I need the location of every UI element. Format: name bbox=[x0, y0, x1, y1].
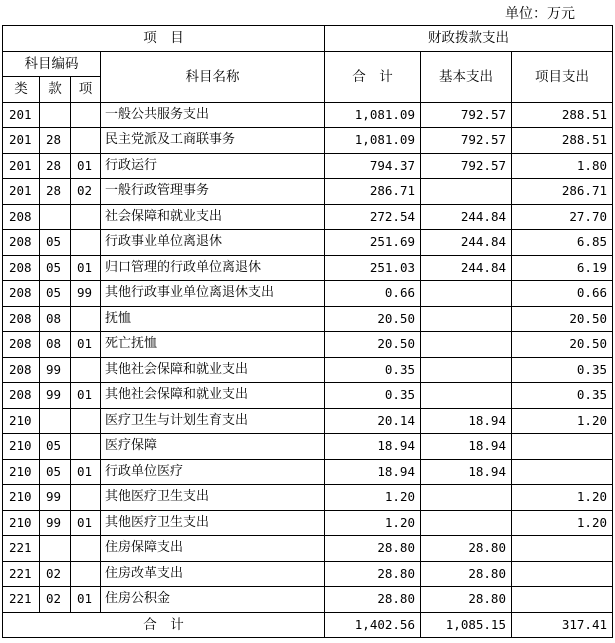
amount-total: 272.54 bbox=[325, 204, 421, 230]
table-row bbox=[3, 281, 613, 307]
code-xiang: 01 bbox=[71, 383, 101, 409]
table-row bbox=[3, 357, 613, 383]
subject-name: 社会保障和就业支出 bbox=[101, 204, 325, 230]
code-kuan bbox=[40, 536, 71, 562]
code-lei: 208 bbox=[3, 332, 40, 358]
code-lei: 221 bbox=[3, 561, 40, 587]
code-lei: 210 bbox=[3, 459, 40, 485]
code-lei: 210 bbox=[3, 408, 40, 434]
code-xiang: 01 bbox=[71, 332, 101, 358]
amount-total: 28.80 bbox=[325, 561, 421, 587]
amount-project: 6.19 bbox=[512, 255, 613, 281]
code-kuan: 99 bbox=[40, 485, 71, 511]
table-body bbox=[3, 102, 613, 612]
amount-project: 288.51 bbox=[512, 102, 613, 128]
code-xiang bbox=[71, 128, 101, 154]
table-row bbox=[3, 459, 613, 485]
amount-project bbox=[512, 587, 613, 613]
subject-name: 其他医疗卫生支出 bbox=[101, 485, 325, 511]
amount-basic: 244.84 bbox=[421, 204, 512, 230]
code-xiang: 02 bbox=[71, 179, 101, 205]
amount-basic: 18.94 bbox=[421, 408, 512, 434]
code-kuan: 28 bbox=[40, 153, 71, 179]
code-lei: 210 bbox=[3, 485, 40, 511]
code-xiang: 01 bbox=[71, 510, 101, 536]
amount-total: 251.03 bbox=[325, 255, 421, 281]
table-row bbox=[3, 102, 613, 128]
header-basic: 基本支出 bbox=[421, 51, 512, 102]
amount-project bbox=[512, 561, 613, 587]
table-row bbox=[3, 561, 613, 587]
amount-project bbox=[512, 434, 613, 460]
amount-basic: 18.94 bbox=[421, 459, 512, 485]
amount-basic: 792.57 bbox=[421, 102, 512, 128]
code-xiang: 01 bbox=[71, 587, 101, 613]
amount-project bbox=[512, 536, 613, 562]
subject-name: 住房公积金 bbox=[101, 587, 325, 613]
table-row bbox=[3, 204, 613, 230]
code-lei: 210 bbox=[3, 510, 40, 536]
code-xiang bbox=[71, 357, 101, 383]
amount-basic bbox=[421, 510, 512, 536]
code-kuan bbox=[40, 204, 71, 230]
amount-project: 0.35 bbox=[512, 383, 613, 409]
code-kuan: 99 bbox=[40, 357, 71, 383]
amount-total: 28.80 bbox=[325, 587, 421, 613]
amount-project: 1.20 bbox=[512, 485, 613, 511]
subject-name: 一般公共服务支出 bbox=[101, 102, 325, 128]
header-xiang: 项 bbox=[71, 77, 101, 103]
code-kuan: 99 bbox=[40, 383, 71, 409]
code-xiang: 01 bbox=[71, 153, 101, 179]
amount-basic bbox=[421, 332, 512, 358]
code-xiang bbox=[71, 230, 101, 256]
code-kuan: 05 bbox=[40, 230, 71, 256]
code-lei: 208 bbox=[3, 230, 40, 256]
code-lei: 208 bbox=[3, 255, 40, 281]
header-total: 合 计 bbox=[325, 51, 421, 102]
code-kuan: 05 bbox=[40, 255, 71, 281]
code-xiang bbox=[71, 536, 101, 562]
amount-basic: 28.80 bbox=[421, 536, 512, 562]
amount-basic bbox=[421, 179, 512, 205]
code-lei: 221 bbox=[3, 536, 40, 562]
code-kuan: 99 bbox=[40, 510, 71, 536]
code-lei: 208 bbox=[3, 281, 40, 307]
header-fiscal: 财政拨款支出 bbox=[325, 26, 613, 52]
amount-basic bbox=[421, 383, 512, 409]
code-kuan: 08 bbox=[40, 332, 71, 358]
header-row-1 bbox=[3, 26, 613, 52]
amount-basic: 28.80 bbox=[421, 587, 512, 613]
amount-basic: 792.57 bbox=[421, 128, 512, 154]
amount-basic bbox=[421, 306, 512, 332]
code-xiang: 01 bbox=[71, 255, 101, 281]
header-project-exp: 项目支出 bbox=[512, 51, 613, 102]
table-row bbox=[3, 383, 613, 409]
header-code-group: 科目编码 bbox=[3, 51, 101, 77]
subject-name: 归口管理的行政单位离退休 bbox=[101, 255, 325, 281]
subject-name: 其他社会保障和就业支出 bbox=[101, 357, 325, 383]
code-lei: 201 bbox=[3, 128, 40, 154]
code-kuan: 05 bbox=[40, 281, 71, 307]
amount-project: 0.35 bbox=[512, 357, 613, 383]
header-lei: 类 bbox=[3, 77, 40, 103]
code-lei: 208 bbox=[3, 383, 40, 409]
unit-label: 单位：万元 bbox=[505, 6, 575, 22]
amount-basic: 244.84 bbox=[421, 255, 512, 281]
code-xiang bbox=[71, 408, 101, 434]
amount-basic: 792.57 bbox=[421, 153, 512, 179]
table-row bbox=[3, 536, 613, 562]
amount-project: 0.66 bbox=[512, 281, 613, 307]
amount-total: 1.20 bbox=[325, 510, 421, 536]
code-lei: 208 bbox=[3, 306, 40, 332]
code-lei: 210 bbox=[3, 434, 40, 460]
code-xiang: 99 bbox=[71, 281, 101, 307]
amount-total: 20.50 bbox=[325, 332, 421, 358]
table-row bbox=[3, 255, 613, 281]
code-lei: 201 bbox=[3, 102, 40, 128]
table-row bbox=[3, 128, 613, 154]
subject-name: 行政运行 bbox=[101, 153, 325, 179]
amount-total: 794.37 bbox=[325, 153, 421, 179]
amount-total: 20.14 bbox=[325, 408, 421, 434]
table-row bbox=[3, 485, 613, 511]
amount-total: 0.35 bbox=[325, 357, 421, 383]
amount-basic bbox=[421, 281, 512, 307]
subject-name: 抚恤 bbox=[101, 306, 325, 332]
subject-name: 医疗卫生与计划生育支出 bbox=[101, 408, 325, 434]
code-kuan: 28 bbox=[40, 179, 71, 205]
amount-total: 251.69 bbox=[325, 230, 421, 256]
amount-project: 1.20 bbox=[512, 510, 613, 536]
subject-name: 民主党派及工商联事务 bbox=[101, 128, 325, 154]
table-row bbox=[3, 306, 613, 332]
amount-project: 286.71 bbox=[512, 179, 613, 205]
code-kuan: 08 bbox=[40, 306, 71, 332]
amount-total: 1,081.09 bbox=[325, 128, 421, 154]
table-row bbox=[3, 332, 613, 358]
footer-basic: 1,085.15 bbox=[421, 612, 512, 638]
table-row bbox=[3, 179, 613, 205]
code-lei: 208 bbox=[3, 357, 40, 383]
subject-name: 行政事业单位离退休 bbox=[101, 230, 325, 256]
subject-name: 其他社会保障和就业支出 bbox=[101, 383, 325, 409]
code-kuan bbox=[40, 408, 71, 434]
amount-total: 1,081.09 bbox=[325, 102, 421, 128]
code-kuan: 02 bbox=[40, 561, 71, 587]
subject-name: 行政单位医疗 bbox=[101, 459, 325, 485]
amount-total: 18.94 bbox=[325, 434, 421, 460]
code-xiang bbox=[71, 485, 101, 511]
code-xiang bbox=[71, 102, 101, 128]
amount-total: 0.35 bbox=[325, 383, 421, 409]
subject-name: 一般行政管理事务 bbox=[101, 179, 325, 205]
code-xiang bbox=[71, 204, 101, 230]
amount-project: 20.50 bbox=[512, 332, 613, 358]
header-project: 项 目 bbox=[3, 26, 325, 52]
footer-row bbox=[3, 612, 613, 638]
table-row bbox=[3, 587, 613, 613]
subject-name: 其他医疗卫生支出 bbox=[101, 510, 325, 536]
amount-basic bbox=[421, 485, 512, 511]
amount-total: 28.80 bbox=[325, 536, 421, 562]
subject-name: 死亡抚恤 bbox=[101, 332, 325, 358]
table-row bbox=[3, 230, 613, 256]
expenditure-table bbox=[2, 25, 613, 638]
amount-project: 27.70 bbox=[512, 204, 613, 230]
code-xiang: 01 bbox=[71, 459, 101, 485]
code-kuan bbox=[40, 102, 71, 128]
amount-project: 6.85 bbox=[512, 230, 613, 256]
amount-basic: 28.80 bbox=[421, 561, 512, 587]
footer-label: 合 计 bbox=[3, 612, 325, 638]
header-row-2 bbox=[3, 51, 613, 77]
code-lei: 201 bbox=[3, 153, 40, 179]
amount-project: 1.20 bbox=[512, 408, 613, 434]
code-lei: 208 bbox=[3, 204, 40, 230]
amount-project bbox=[512, 459, 613, 485]
amount-total: 20.50 bbox=[325, 306, 421, 332]
header-name: 科目名称 bbox=[101, 51, 325, 102]
footer-total: 1,402.56 bbox=[325, 612, 421, 638]
header-kuan: 款 bbox=[40, 77, 71, 103]
amount-total: 0.66 bbox=[325, 281, 421, 307]
code-xiang bbox=[71, 434, 101, 460]
code-xiang bbox=[71, 561, 101, 587]
code-kuan: 28 bbox=[40, 128, 71, 154]
amount-basic: 18.94 bbox=[421, 434, 512, 460]
subject-name: 医疗保障 bbox=[101, 434, 325, 460]
code-kuan: 05 bbox=[40, 434, 71, 460]
amount-total: 18.94 bbox=[325, 459, 421, 485]
code-kuan: 02 bbox=[40, 587, 71, 613]
subject-name: 住房改革支出 bbox=[101, 561, 325, 587]
subject-name: 其他行政事业单位离退休支出 bbox=[101, 281, 325, 307]
amount-project: 1.80 bbox=[512, 153, 613, 179]
table-row bbox=[3, 408, 613, 434]
amount-project: 288.51 bbox=[512, 128, 613, 154]
amount-basic: 244.84 bbox=[421, 230, 512, 256]
amount-project: 20.50 bbox=[512, 306, 613, 332]
code-kuan: 05 bbox=[40, 459, 71, 485]
table-row bbox=[3, 153, 613, 179]
amount-total: 1.20 bbox=[325, 485, 421, 511]
code-lei: 221 bbox=[3, 587, 40, 613]
amount-basic bbox=[421, 357, 512, 383]
code-lei: 201 bbox=[3, 179, 40, 205]
subject-name: 住房保障支出 bbox=[101, 536, 325, 562]
code-xiang bbox=[71, 306, 101, 332]
footer-project: 317.41 bbox=[512, 612, 613, 638]
table-row bbox=[3, 434, 613, 460]
amount-total: 286.71 bbox=[325, 179, 421, 205]
table-row bbox=[3, 510, 613, 536]
